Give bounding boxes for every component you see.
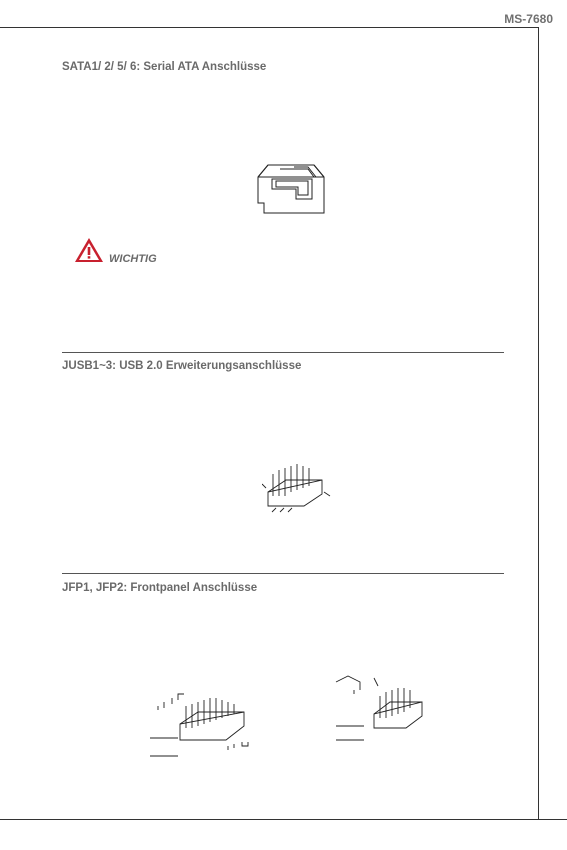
jfp-section-rule: [62, 573, 504, 574]
page-header-model: MS-7680: [504, 12, 553, 26]
jfp2-header-pin-figure: [334, 668, 430, 744]
important-label: WICHTIG: [109, 253, 157, 265]
sata-section-title: SATA1/ 2/ 5/ 6: Serial ATA Anschlüsse: [62, 61, 267, 73]
page-frame-bottom-rule: [0, 819, 567, 820]
usb-header-pin-figure: [262, 462, 338, 514]
jusb-section-rule: [62, 352, 504, 353]
warning-triangle-icon: [73, 236, 105, 264]
jfp-section-title: JFP1, JFP2: Frontpanel Anschlüsse: [62, 582, 258, 594]
sata-connector-figure: [250, 155, 330, 217]
jfp1-header-pin-figure: [148, 688, 260, 760]
jusb-section-title: JUSB1~3: USB 2.0 Erweiterungsanschlüsse: [62, 360, 302, 372]
page-frame-top-rule: [0, 27, 538, 28]
page-frame-right-rule: [538, 27, 539, 819]
